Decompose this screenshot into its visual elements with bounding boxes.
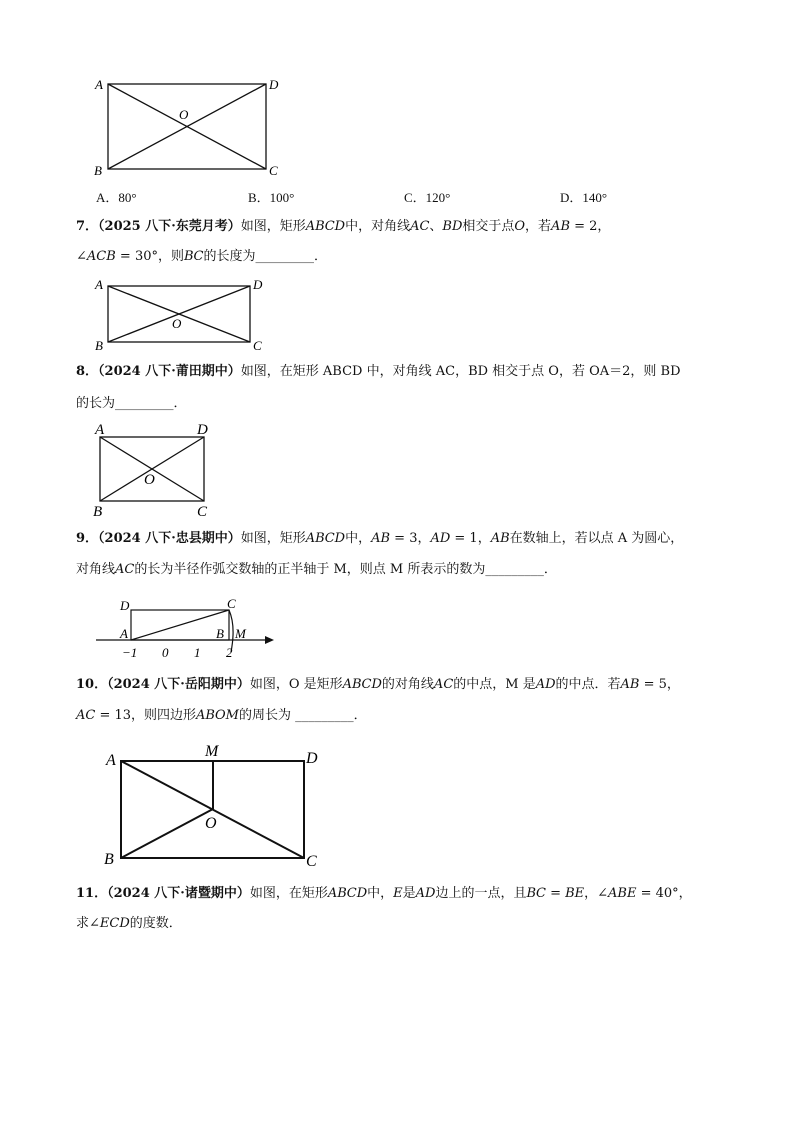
q8-source: （2024 八下·莆田期中） [98, 364, 241, 379]
q10-source: （2024 八下·岳阳期中） [107, 677, 250, 692]
q9-tick-0: 0 [162, 645, 169, 660]
q10-label-m: M [205, 743, 219, 760]
q7-number: 7． [76, 219, 99, 234]
q9-line2: 对角线𝐴𝐶的长为半径作弧交数轴的正半轴于 M，则点 M 所表示的数为_________． [76, 562, 557, 577]
q9-tick-1: 1 [194, 645, 201, 660]
q10-answer-blank: _________ [295, 708, 354, 723]
option-c: C．120° [404, 190, 451, 205]
q10-label-d: D [306, 750, 318, 767]
q9-tick-neg1: −1 [122, 645, 138, 660]
option-a: A．80° [96, 190, 137, 205]
q9-label-b: B [216, 626, 224, 641]
option-b: B．100° [248, 190, 295, 205]
q8-label-a: A [95, 422, 105, 438]
q11-source: （2024 八下·诸暨期中） [107, 886, 250, 901]
q8-rectangle-diagram [88, 418, 223, 520]
q9-label-c: C [227, 596, 236, 611]
fig6-label-c: C [269, 163, 278, 178]
q7-line2: ∠𝐴𝐶𝐵 = 30°，则𝐵𝐶的长度为_________． [76, 249, 327, 264]
fig6-label-a: A [95, 77, 103, 92]
q8-number: 8． [76, 364, 99, 379]
q10-label-c: C [306, 853, 317, 870]
q10-label-o: O [205, 815, 217, 832]
q10-rectangle-diagram [100, 738, 330, 870]
q8-label-d: D [197, 422, 208, 438]
q8-label-c: C [197, 504, 208, 520]
q9-number-line-diagram [90, 594, 280, 662]
q7-rectangle-diagram [90, 274, 280, 356]
q9-line1: 9．（2024 八下·忠县期中）如图，矩形𝐴𝐵𝐶𝐷中，𝐴𝐵 = 3，𝐴𝐷 = 1，𝐴𝐵在数轴上，若以点 A 为圆心， [76, 531, 684, 546]
fig6-label-b: B [94, 163, 102, 178]
q7-line1: 7．（2025 八下·东莞月考）如图，矩形𝐴𝐵𝐶𝐷中，对角线𝐴𝐶、𝐵𝐷相交于点𝑂，若𝐴𝐵 = 2， [76, 219, 611, 234]
q9-tick-2: 2 [226, 645, 233, 660]
q10-line1: 10．（2024 八下·岳阳期中）如图，O 是矩形𝐴𝐵𝐶𝐷的对角线𝐴𝐶的中点，M 是𝐴𝐷的中点．若𝐴𝐵 = 5， [76, 677, 680, 692]
q9-label-m: M [235, 626, 246, 641]
q10-number: 10． [76, 677, 108, 692]
q7-label-o: O [172, 316, 182, 331]
q10-line2: 𝐴𝐶 = 13，则四边形𝐴𝐵𝑂𝑀的周长为 _________． [76, 708, 367, 723]
q7-label-d: D [253, 277, 263, 292]
q7-label-a: A [95, 277, 103, 292]
q7-label-c: C [253, 338, 262, 353]
q9-label-a: A [120, 626, 128, 641]
q7-label-b: B [95, 338, 103, 353]
q8-label-b: B [93, 504, 103, 520]
q9-number: 9． [76, 531, 99, 546]
option-d: D．140° [560, 190, 608, 205]
q11-number: 11． [76, 886, 108, 901]
q8-answer-blank: _________ [115, 396, 174, 411]
q7-answer-blank: _________ [255, 249, 314, 264]
q11-line2: 求∠𝐸𝐶𝐷的度数． [76, 916, 182, 931]
q8-line2: 的长为_________． [76, 396, 187, 411]
q8-label-o: O [144, 472, 155, 488]
q8-line1: 8．（2024 八下·莆田期中）如图，在矩形 ABCD 中，对角线 AC，BD 相交于点 O，若 OA＝2，则 BD [76, 364, 681, 379]
q10-label-b: B [104, 851, 114, 868]
q9-source: （2024 八下·忠县期中） [98, 531, 241, 546]
fig6-label-d: D [269, 77, 279, 92]
q9-answer-blank: _________ [485, 562, 544, 577]
q10-label-a: A [106, 752, 116, 769]
fig6-label-o: O [179, 107, 189, 122]
q9-label-d: D [120, 598, 130, 613]
q7-source: （2025 八下·东莞月考） [98, 219, 241, 234]
q11-line1: 11．（2024 八下·诸暨期中）如图，在矩形𝐴𝐵𝐶𝐷中，𝐸是𝐴𝐷边上的一点，且𝐵𝐶 = 𝐵𝐸，∠𝐴𝐵𝐸 = 40°， [76, 886, 692, 901]
fig6-rectangle-diagram [90, 72, 290, 182]
